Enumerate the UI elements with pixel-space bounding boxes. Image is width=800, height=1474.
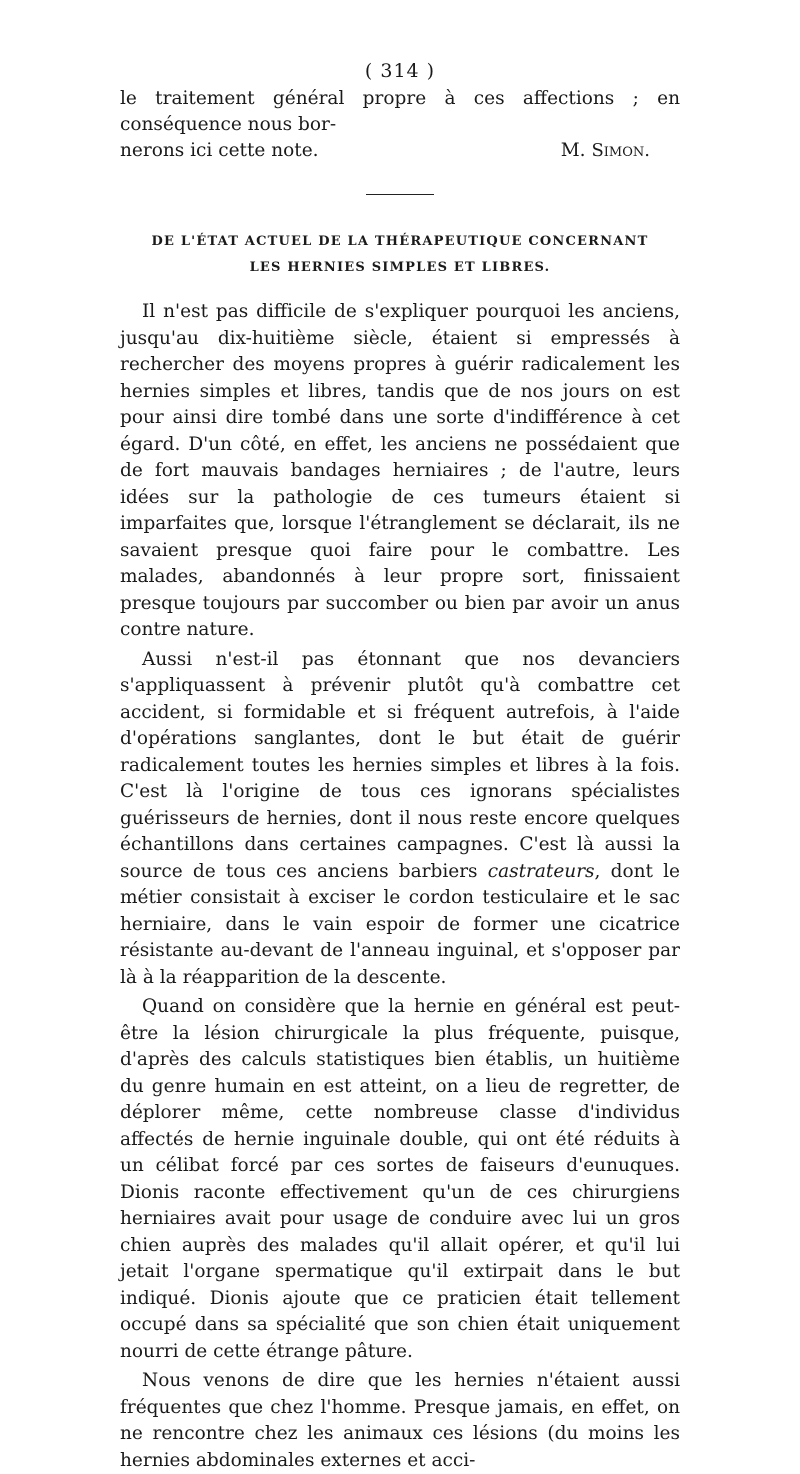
paragraph-4: Nous venons de dire que les hernies n'étaient aussi fréquentes que chez l'homme. Presque jamais, en effet, on ne rencontre chez les animaux ces lésions (du moins les hernies abdominales externes et acci-: [120, 1370, 680, 1471]
signature-name: Simon.: [591, 140, 650, 161]
paragraph-2: [120, 647, 680, 992]
section-title: [120, 229, 680, 281]
paragraph-2-text-b: , dont le métier consistait à exciser le cordon testiculaire et le sac herniaire, dans le vain espoir de former une cicatrice résistante au-devant de l'anneau inguinal, et s'opposer par là à la réapparition de la descente.: [120, 860, 680, 988]
paragraph-2-text-a: Aussi n'est-il pas étonnant que nos devanciers s'appliquassent à prévenir plutôt qu'à combattre cet accident, si formidable et si fréquent autrefois, à l'aide d'opérations sanglantes, dont le but était de guérir radicalement toutes les hernies simples et libres à la fois. C'est là l'origine de tous ces ignorans spécialistes guérisseurs de hernies, dont il nous reste encore quelques échantillons dans certaines campagnes. C'est là aussi la source de tous ces anciens barbiers: [120, 648, 680, 882]
section-title-line-2: LES HERNIES SIMPLES ET LIBRES.: [249, 260, 551, 275]
page-number: ( 314 ): [364, 60, 436, 82]
previous-section-last-words: nerons ici cette note.: [120, 140, 319, 161]
paragraph-3: Quand on considère que la hernie en général est peut-être la lésion chirurgicale la plus fréquente, puisque, d'après des calculs statistiques bien établis, un huitième du genre humain en est atteint, on a lieu de regretter, de déplorer même, cette nombreuse classe d'individus affectés de hernie inguinale double, qui ont été réduits à un célibat forcé par ces sortes de faiseurs d'eunuques. Dionis raconte effectivement qu'un de ces chirurgiens herniaires avait pour usage de conduire avec lui un gros chien auprès des malades qu'il allait opérer, et qu'il lui jetait l'organe spermatique qu'il extirpait dans le but indiqué. Dionis ajoute que ce praticien était tellement occupé dans sa spécialité que son chien était uniquement nourri de cette étrange pâture.: [120, 996, 680, 1362]
section-divider: [366, 194, 434, 195]
article-body: [120, 299, 680, 1474]
previous-section-closing-line: [120, 138, 680, 164]
paragraph-2-italic-term: castrateurs: [487, 860, 595, 882]
previous-section-ending: le traitement général propre à ces affections ; en conséquence nous bor-: [120, 88, 680, 135]
author-signature: [561, 138, 680, 164]
section-title-line-1: DE L'ÉTAT ACTUEL DE LA THÉRAPEUTIQUE CONCERNANT: [151, 234, 649, 249]
signature-initial: M.: [560, 140, 592, 161]
paragraph-1: Il n'est pas difficile de s'expliquer pourquoi les anciens, jusqu'au dix-huitième siècle, étaient si empressés à rechercher des moyens propres à guérir radicalement les hernies simples et libres, tandis que de nos jours on est pour ainsi dire tombé dans une sorte d'indifférence à cet égard. D'un côté, en effet, les anciens ne possédaient que de fort mauvais bandages herniaires ; de l'autre, leurs idées sur la pathologie de ces tumeurs étaient si imparfaites que, lorsque l'étranglement se déclarait, ils ne savaient presque quoi faire pour le combattre. Les malades, abandonnés à leur propre sort, finissaient presque toujours par succomber ou bien par avoir un anus contre nature.: [120, 301, 680, 640]
